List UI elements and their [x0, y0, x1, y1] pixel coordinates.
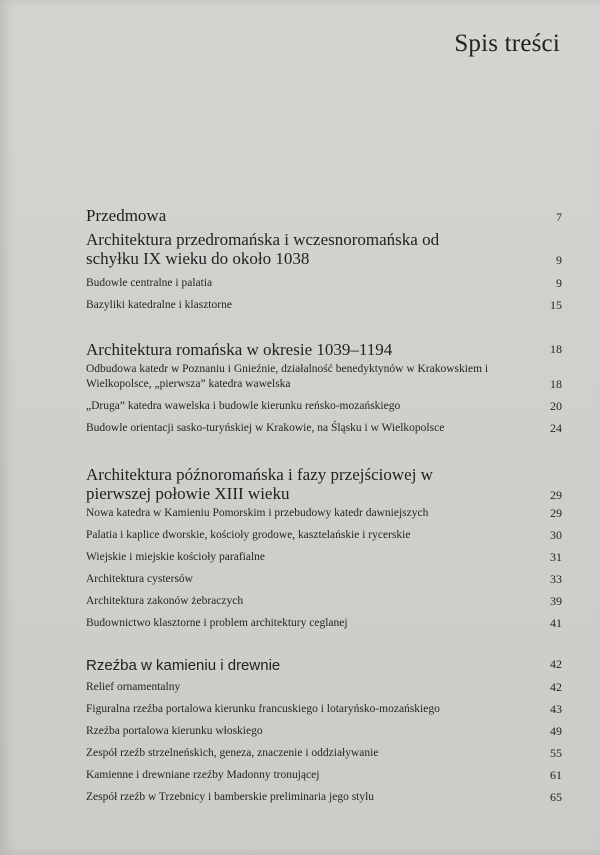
toc-entry-label: Zespół rzeźb strzelneńskich, geneza, znaczenie i oddziaływanie: [86, 747, 379, 759]
toc-page-number: 9: [556, 253, 562, 267]
toc-page-number: 18: [550, 342, 562, 356]
toc-heading-label: Architektura późnoromańska i fazy przejściowej w pierwszej połowie XIII wieku: [86, 465, 433, 503]
toc-entry: [86, 594, 562, 609]
toc-entry: [86, 680, 562, 695]
toc-entry: [86, 616, 562, 631]
toc-heading-preface: [86, 206, 562, 225]
toc-entry-label: Budowle centralne i palatia: [86, 277, 213, 289]
toc-entry-label: Palatia i kaplice dworskie, kościoły grodowe, kasztelańskie i rycerskie: [86, 529, 411, 541]
toc-entry-label: Relief ornamentalny: [86, 681, 181, 693]
toc-heading-prerom: [86, 230, 562, 268]
toc-entry-label: „Druga” katedra wawelska i budowle kierunku reńsko-mozańskiego: [86, 400, 401, 412]
toc-heading-romanesque: [86, 340, 562, 359]
toc-entry: [86, 421, 562, 436]
toc-page-number: 33: [550, 572, 562, 586]
toc-page-number: 20: [550, 399, 562, 413]
toc-page-number: 61: [550, 768, 562, 782]
toc-page-number: 42: [550, 680, 562, 694]
toc-heading-label: Architektura romańska w okresie 1039–1194: [86, 340, 393, 359]
toc-entry-label: Architektura zakonów żebraczych: [86, 595, 244, 607]
toc-page-number: 29: [550, 488, 562, 502]
toc-entry: [86, 528, 562, 543]
toc-entry: [86, 746, 562, 761]
toc-entry: [86, 724, 562, 739]
toc-entry-label: Budownictwo klasztorne i problem architektury ceglanej: [86, 617, 348, 629]
toc-page-number: 24: [550, 421, 562, 435]
toc-entry-label: Kamienne i drewniane rzeźby Madonny tronującej: [86, 769, 320, 781]
toc-entry: [86, 298, 562, 313]
toc-page-number: 9: [556, 276, 562, 290]
toc-entry: [86, 790, 562, 805]
toc-heading-label: Architektura przedromańska i wczesnoromańska od schyłku IX wieku do około 1038: [86, 230, 440, 268]
toc-entry-label: Bazyliki katedralne i klasztorne: [86, 299, 232, 311]
toc-heading-late-romanesque: [86, 465, 562, 503]
toc-page-number: 31: [550, 550, 562, 564]
toc-entry: [86, 768, 562, 783]
toc-entry: [86, 399, 562, 414]
toc-entry-label: Architektura cystersów: [86, 573, 193, 585]
toc-page-number: 30: [550, 528, 562, 542]
toc-entry-label: Budowle orientacji sasko-turyńskiej w Krakowie, na Śląsku i w Wielkopolsce: [86, 422, 445, 434]
toc-page-number: 55: [550, 746, 562, 760]
toc-entry: [86, 550, 562, 565]
toc-page-number: 42: [550, 657, 562, 671]
toc-entry: [86, 506, 562, 521]
toc-page-number: 39: [550, 594, 562, 608]
toc-page-number: 18: [550, 377, 562, 391]
toc-page-number: 15: [550, 298, 562, 312]
toc-page-number: 49: [550, 724, 562, 738]
toc-page-number: 65: [550, 790, 562, 804]
toc-entry-label: Wiejskie i miejskie kościoły parafialne: [86, 551, 266, 563]
toc-entry-label: Rzeźba portalowa kierunku włoskiego: [86, 725, 263, 737]
toc-entry-label: Figuralna rzeźba portalowa kierunku francuskiego i lotaryńsko-mozańskiego: [86, 703, 440, 715]
toc-entry: [86, 276, 562, 291]
toc-page-number: 43: [550, 702, 562, 716]
toc-heading-label: Rzeźba w kamieniu i drewnie: [86, 657, 281, 674]
toc-entry: [86, 362, 562, 392]
toc-page-number: 41: [550, 616, 562, 630]
page-title: Spis treści: [454, 30, 560, 57]
toc-heading-sculpture: [86, 656, 562, 675]
toc-entry-label: Odbudowa katedr w Poznaniu i Gnieźnie, działalność benedyktynów w Krakowskiem i Wielkopolsce, „pierwsza” katedra wawelska: [86, 363, 489, 390]
toc-entry: [86, 572, 562, 587]
toc-entry: [86, 702, 562, 717]
toc-entry-label: Nowa katedra w Kamieniu Pomorskim i przebudowy katedr dawniejszych: [86, 507, 429, 519]
toc-page-number: 29: [550, 506, 562, 520]
toc-page-number: 7: [556, 210, 562, 224]
toc-heading-label: Przedmowa: [86, 206, 167, 225]
toc-entry-label: Zespół rzeźb w Trzebnicy i bamberskie preliminaria jego stylu: [86, 791, 375, 803]
